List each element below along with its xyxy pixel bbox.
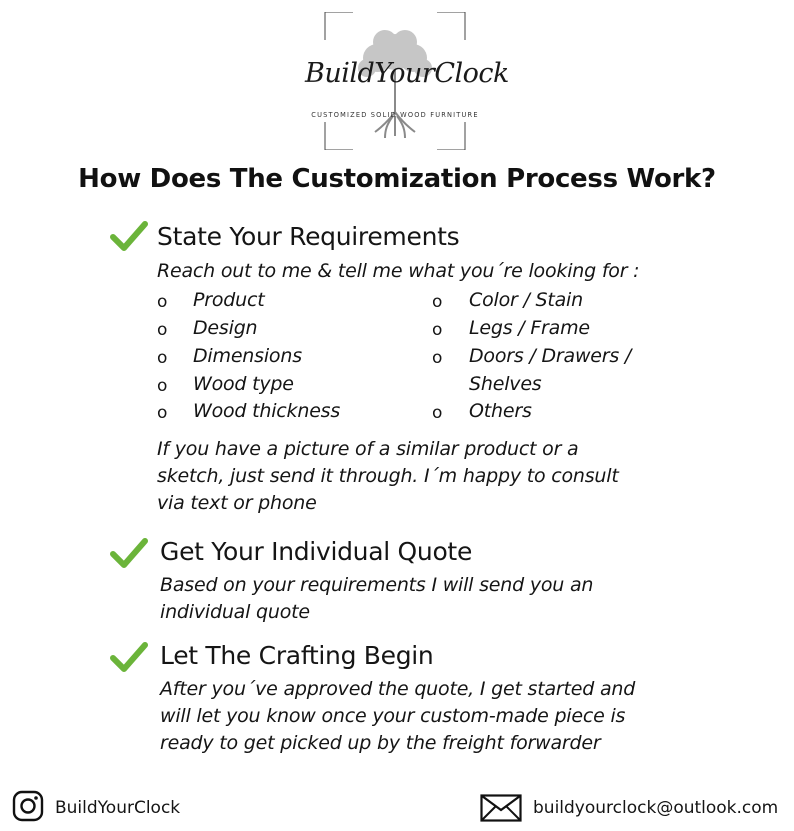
step-1-title: State Your Requirements xyxy=(157,222,460,251)
step-2-text-line: Based on your requirements I will send you an xyxy=(160,574,594,596)
option-dimensions: Dimensions xyxy=(193,345,302,367)
step-2-title: Get Your Individual Quote xyxy=(160,537,473,566)
step-1-note-line: If you have a picture of a similar product or a xyxy=(157,438,579,460)
instagram-handle[interactable]: BuildYourClock xyxy=(55,798,181,818)
list-bullet: o xyxy=(432,403,443,423)
list-bullet: o xyxy=(157,292,168,312)
list-bullet: o xyxy=(157,376,168,396)
option-shelves: Shelves xyxy=(469,373,542,395)
step-2-text-line: individual quote xyxy=(160,601,310,623)
list-bullet: o xyxy=(157,403,168,423)
step-3-title: Let The Crafting Begin xyxy=(160,641,434,670)
step-1-intro: Reach out to me & tell me what you´re looking for : xyxy=(157,260,640,282)
step-1-note-line: via text or phone xyxy=(157,492,317,514)
list-bullet: o xyxy=(432,348,443,368)
step-1-note-line: sketch, just send it through. I´m happy to consult xyxy=(157,465,619,487)
option-legs-frame: Legs / Frame xyxy=(469,317,590,339)
brand-logo xyxy=(305,12,509,150)
logo-brand-name: BuildYourClock xyxy=(305,58,509,89)
option-doors-drawers: Doors / Drawers / xyxy=(469,345,632,367)
list-bullet: o xyxy=(157,348,168,368)
mail-icon xyxy=(480,794,522,822)
contact-email[interactable]: buildyourclock@outlook.com xyxy=(533,798,779,818)
logo-tagline: CUSTOMIZED SOLID WOOD FURNITURE xyxy=(311,111,479,119)
option-wood-thickness: Wood thickness xyxy=(193,400,341,422)
checkmark-icon xyxy=(110,537,148,569)
step-3-text-line: ready to get picked up by the freight forwarder xyxy=(160,732,601,754)
step-3-text-line: After you´ve approved the quote, I get started and xyxy=(160,678,636,700)
list-bullet: o xyxy=(157,320,168,340)
option-product: Product xyxy=(193,289,265,311)
option-design: Design xyxy=(193,317,258,339)
instagram-icon xyxy=(12,790,44,822)
list-bullet: o xyxy=(432,320,443,340)
step-3-text-line: will let you know once your custom-made piece is xyxy=(160,705,626,727)
list-bullet: o xyxy=(432,292,443,312)
checkmark-icon xyxy=(110,220,148,252)
checkmark-icon xyxy=(110,641,148,673)
option-color-stain: Color / Stain xyxy=(469,289,583,311)
option-wood-type: Wood type xyxy=(193,373,294,395)
page-heading: How Does The Customization Process Work? xyxy=(78,164,716,194)
option-others: Others xyxy=(469,400,532,422)
